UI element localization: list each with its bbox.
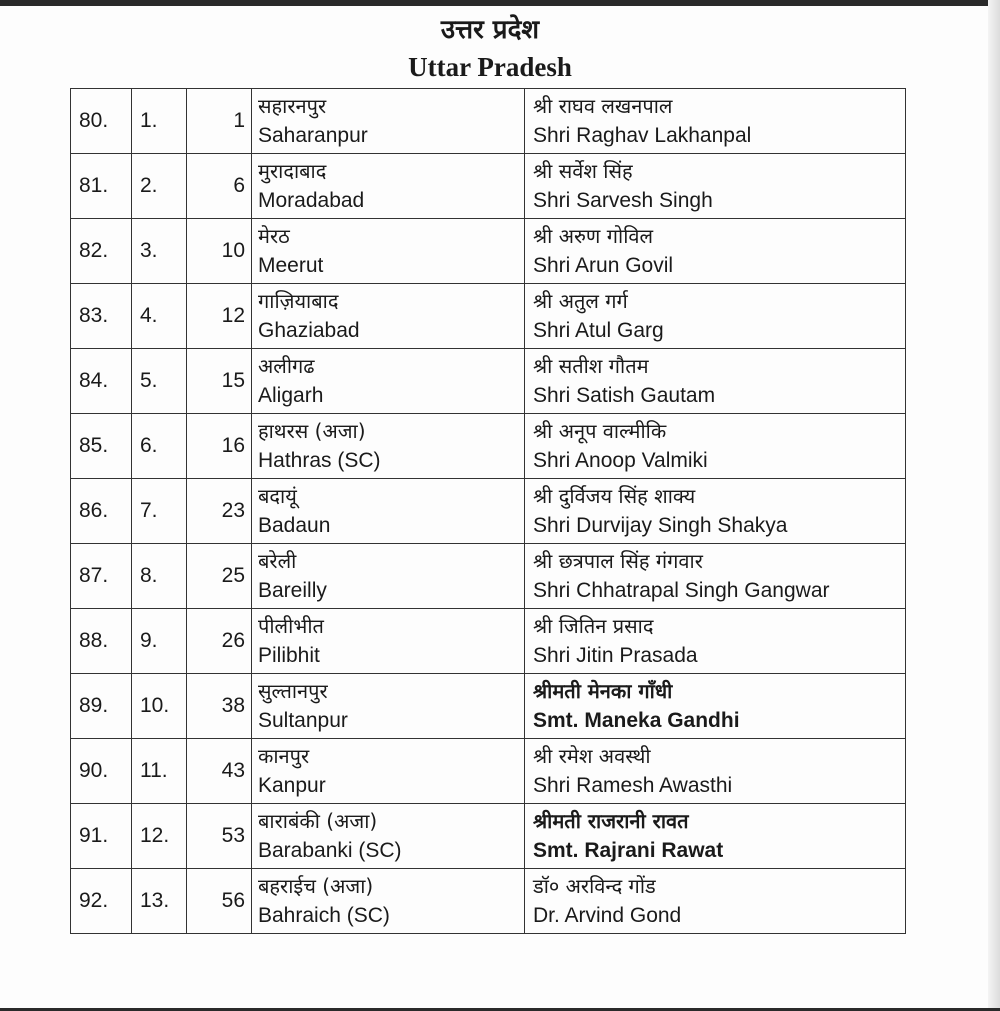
- constituency-number: 23: [187, 479, 252, 544]
- table-row: [71, 739, 906, 804]
- candidate-name-hindi: श्री जितिन प्रसाद: [533, 614, 654, 638]
- scan-top-edge: [0, 0, 1000, 6]
- candidate-name-english: Dr. Arvind Gond: [533, 904, 682, 927]
- candidate-name-english: Shri Anoop Valmiki: [533, 449, 708, 472]
- serial-number: 87.: [71, 544, 132, 609]
- serial-number: 92.: [71, 869, 132, 934]
- table-row: [71, 284, 906, 349]
- state-serial-number: 4.: [132, 284, 187, 349]
- candidate-name-english: Smt. Maneka Gandhi: [533, 709, 740, 732]
- constituency-name-hindi: बहराईच (अजा): [258, 874, 374, 898]
- table-row: [71, 804, 906, 869]
- constituency-cell: [252, 154, 525, 219]
- constituency-cell: [252, 89, 525, 154]
- serial-number: 90.: [71, 739, 132, 804]
- serial-number: 82.: [71, 219, 132, 284]
- candidate-cell: [525, 739, 906, 804]
- candidate-name-english: Shri Atul Garg: [533, 319, 664, 342]
- candidate-cell: [525, 219, 906, 284]
- candidate-name-english: Shri Arun Govil: [533, 254, 674, 277]
- table-row: [71, 544, 906, 609]
- serial-number: 85.: [71, 414, 132, 479]
- constituency-name-english: Bareilly: [258, 579, 327, 602]
- candidate-cell: [525, 869, 906, 934]
- candidate-cell: [525, 674, 906, 739]
- constituency-number: 16: [187, 414, 252, 479]
- serial-number: 83.: [71, 284, 132, 349]
- constituency-name-english: Badaun: [258, 514, 331, 537]
- state-serial-number: 8.: [132, 544, 187, 609]
- state-serial-number: 2.: [132, 154, 187, 219]
- constituency-name-english: Aligarh: [258, 384, 324, 407]
- candidate-name-hindi: श्री अनूप वाल्मीकि: [533, 419, 667, 443]
- constituency-name-hindi: मेरठ: [258, 224, 290, 248]
- constituency-name-hindi: सुल्तानपुर: [258, 679, 328, 703]
- constituency-name-hindi: बरेली: [258, 549, 297, 573]
- candidate-table-body: [71, 89, 906, 934]
- constituency-cell: [252, 414, 525, 479]
- candidate-cell: [525, 284, 906, 349]
- constituency-name-hindi: बाराबंकी (अजा): [258, 809, 378, 833]
- constituency-cell: [252, 739, 525, 804]
- candidate-cell: [525, 804, 906, 869]
- candidate-name-hindi: श्रीमती राजरानी रावत: [533, 809, 689, 833]
- candidate-name-hindi: श्री रमेश अवस्थी: [533, 744, 651, 768]
- constituency-number: 38: [187, 674, 252, 739]
- candidate-name-english: Shri Sarvesh Singh: [533, 189, 713, 212]
- candidate-name-english: Shri Jitin Prasada: [533, 644, 698, 667]
- constituency-cell: [252, 869, 525, 934]
- candidate-cell: [525, 544, 906, 609]
- constituency-cell: [252, 674, 525, 739]
- serial-number: 89.: [71, 674, 132, 739]
- candidate-name-english: Shri Satish Gautam: [533, 384, 716, 407]
- state-serial-number: 3.: [132, 219, 187, 284]
- constituency-number: 1: [187, 89, 252, 154]
- serial-number: 88.: [71, 609, 132, 674]
- state-serial-number: 1.: [132, 89, 187, 154]
- constituency-number: 53: [187, 804, 252, 869]
- candidate-name-hindi: श्रीमती मेनका गाँधी: [533, 679, 673, 703]
- state-serial-number: 13.: [132, 869, 187, 934]
- constituency-name-english: Bahraich (SC): [258, 904, 390, 927]
- constituency-name-english: Barabanki (SC): [258, 839, 402, 862]
- constituency-number: 6: [187, 154, 252, 219]
- constituency-name-hindi: अलीगढ: [258, 354, 315, 378]
- candidate-name-english: Shri Raghav Lakhanpal: [533, 124, 752, 147]
- candidate-name-english: Shri Ramesh Awasthi: [533, 774, 733, 797]
- serial-number: 80.: [71, 89, 132, 154]
- candidate-cell: [525, 154, 906, 219]
- state-serial-number: 12.: [132, 804, 187, 869]
- candidate-cell: [525, 609, 906, 674]
- constituency-name-english: Hathras (SC): [258, 449, 381, 472]
- table-row: [71, 154, 906, 219]
- constituency-number: 43: [187, 739, 252, 804]
- table-row: [71, 414, 906, 479]
- candidate-name-hindi: श्री अरुण गोविल: [533, 224, 654, 248]
- candidate-name-hindi: श्री राघव लखनपाल: [533, 94, 673, 118]
- constituency-cell: [252, 219, 525, 284]
- table-row: [71, 869, 906, 934]
- constituency-cell: [252, 544, 525, 609]
- table-row: [71, 609, 906, 674]
- constituency-number: 10: [187, 219, 252, 284]
- constituency-cell: [252, 284, 525, 349]
- serial-number: 84.: [71, 349, 132, 414]
- constituency-name-english: Ghaziabad: [258, 319, 360, 342]
- constituency-name-english: Pilibhit: [258, 644, 320, 667]
- state-serial-number: 11.: [132, 739, 187, 804]
- constituency-cell: [252, 609, 525, 674]
- constituency-number: 25: [187, 544, 252, 609]
- candidate-name-english: Smt. Rajrani Rawat: [533, 839, 724, 862]
- candidate-table: [70, 88, 906, 934]
- candidate-name-hindi: डॉ० अरविन्द गोंड: [533, 874, 656, 898]
- state-serial-number: 5.: [132, 349, 187, 414]
- candidate-name-hindi: श्री सतीश गौतम: [533, 354, 649, 378]
- candidate-cell: [525, 414, 906, 479]
- constituency-name-english: Meerut: [258, 254, 324, 277]
- serial-number: 91.: [71, 804, 132, 869]
- candidate-name-hindi: श्री सर्वेश सिंह: [533, 159, 633, 183]
- table-row: [71, 219, 906, 284]
- constituency-cell: [252, 349, 525, 414]
- constituency-number: 12: [187, 284, 252, 349]
- state-serial-number: 6.: [132, 414, 187, 479]
- constituency-number: 56: [187, 869, 252, 934]
- table-row: [71, 674, 906, 739]
- constituency-number: 15: [187, 349, 252, 414]
- table-row: [71, 349, 906, 414]
- constituency-name-english: Moradabad: [258, 189, 365, 212]
- table-row: [71, 479, 906, 544]
- table-row: [71, 89, 906, 154]
- constituency-number: 26: [187, 609, 252, 674]
- scan-right-edge: [988, 0, 1000, 1011]
- candidate-cell: [525, 479, 906, 544]
- constituency-name-hindi: हाथरस (अजा): [258, 419, 366, 443]
- candidate-name-hindi: श्री अतुल गर्ग: [533, 289, 628, 313]
- state-serial-number: 7.: [132, 479, 187, 544]
- constituency-name-english: Saharanpur: [258, 124, 368, 147]
- constituency-name-hindi: गाज़ियाबाद: [258, 289, 339, 313]
- candidate-cell: [525, 349, 906, 414]
- constituency-name-hindi: मुरादाबाद: [258, 159, 327, 183]
- serial-number: 86.: [71, 479, 132, 544]
- candidate-cell: [525, 89, 906, 154]
- state-serial-number: 10.: [132, 674, 187, 739]
- constituency-name-hindi: सहारनपुर: [258, 94, 327, 118]
- state-title-english: Uttar Pradesh: [408, 52, 572, 82]
- candidate-name-hindi: श्री छत्रपाल सिंह गंगवार: [533, 549, 703, 573]
- constituency-name-english: Sultanpur: [258, 709, 348, 732]
- serial-number: 81.: [71, 154, 132, 219]
- constituency-name-hindi: पीलीभीत: [258, 614, 324, 638]
- constituency-cell: [252, 804, 525, 869]
- candidate-name-english: Shri Durvijay Singh Shakya: [533, 514, 788, 537]
- constituency-name-hindi: बदायूं: [258, 484, 297, 508]
- state-serial-number: 9.: [132, 609, 187, 674]
- constituency-name-english: Kanpur: [258, 774, 326, 797]
- candidate-name-english: Shri Chhatrapal Singh Gangwar: [533, 579, 830, 602]
- state-title-hindi: उत्तर प्रदेश: [440, 15, 540, 45]
- constituency-name-hindi: कानपुर: [258, 744, 310, 768]
- candidate-name-hindi: श्री दुर्विजय सिंह शाक्य: [533, 484, 696, 508]
- constituency-cell: [252, 479, 525, 544]
